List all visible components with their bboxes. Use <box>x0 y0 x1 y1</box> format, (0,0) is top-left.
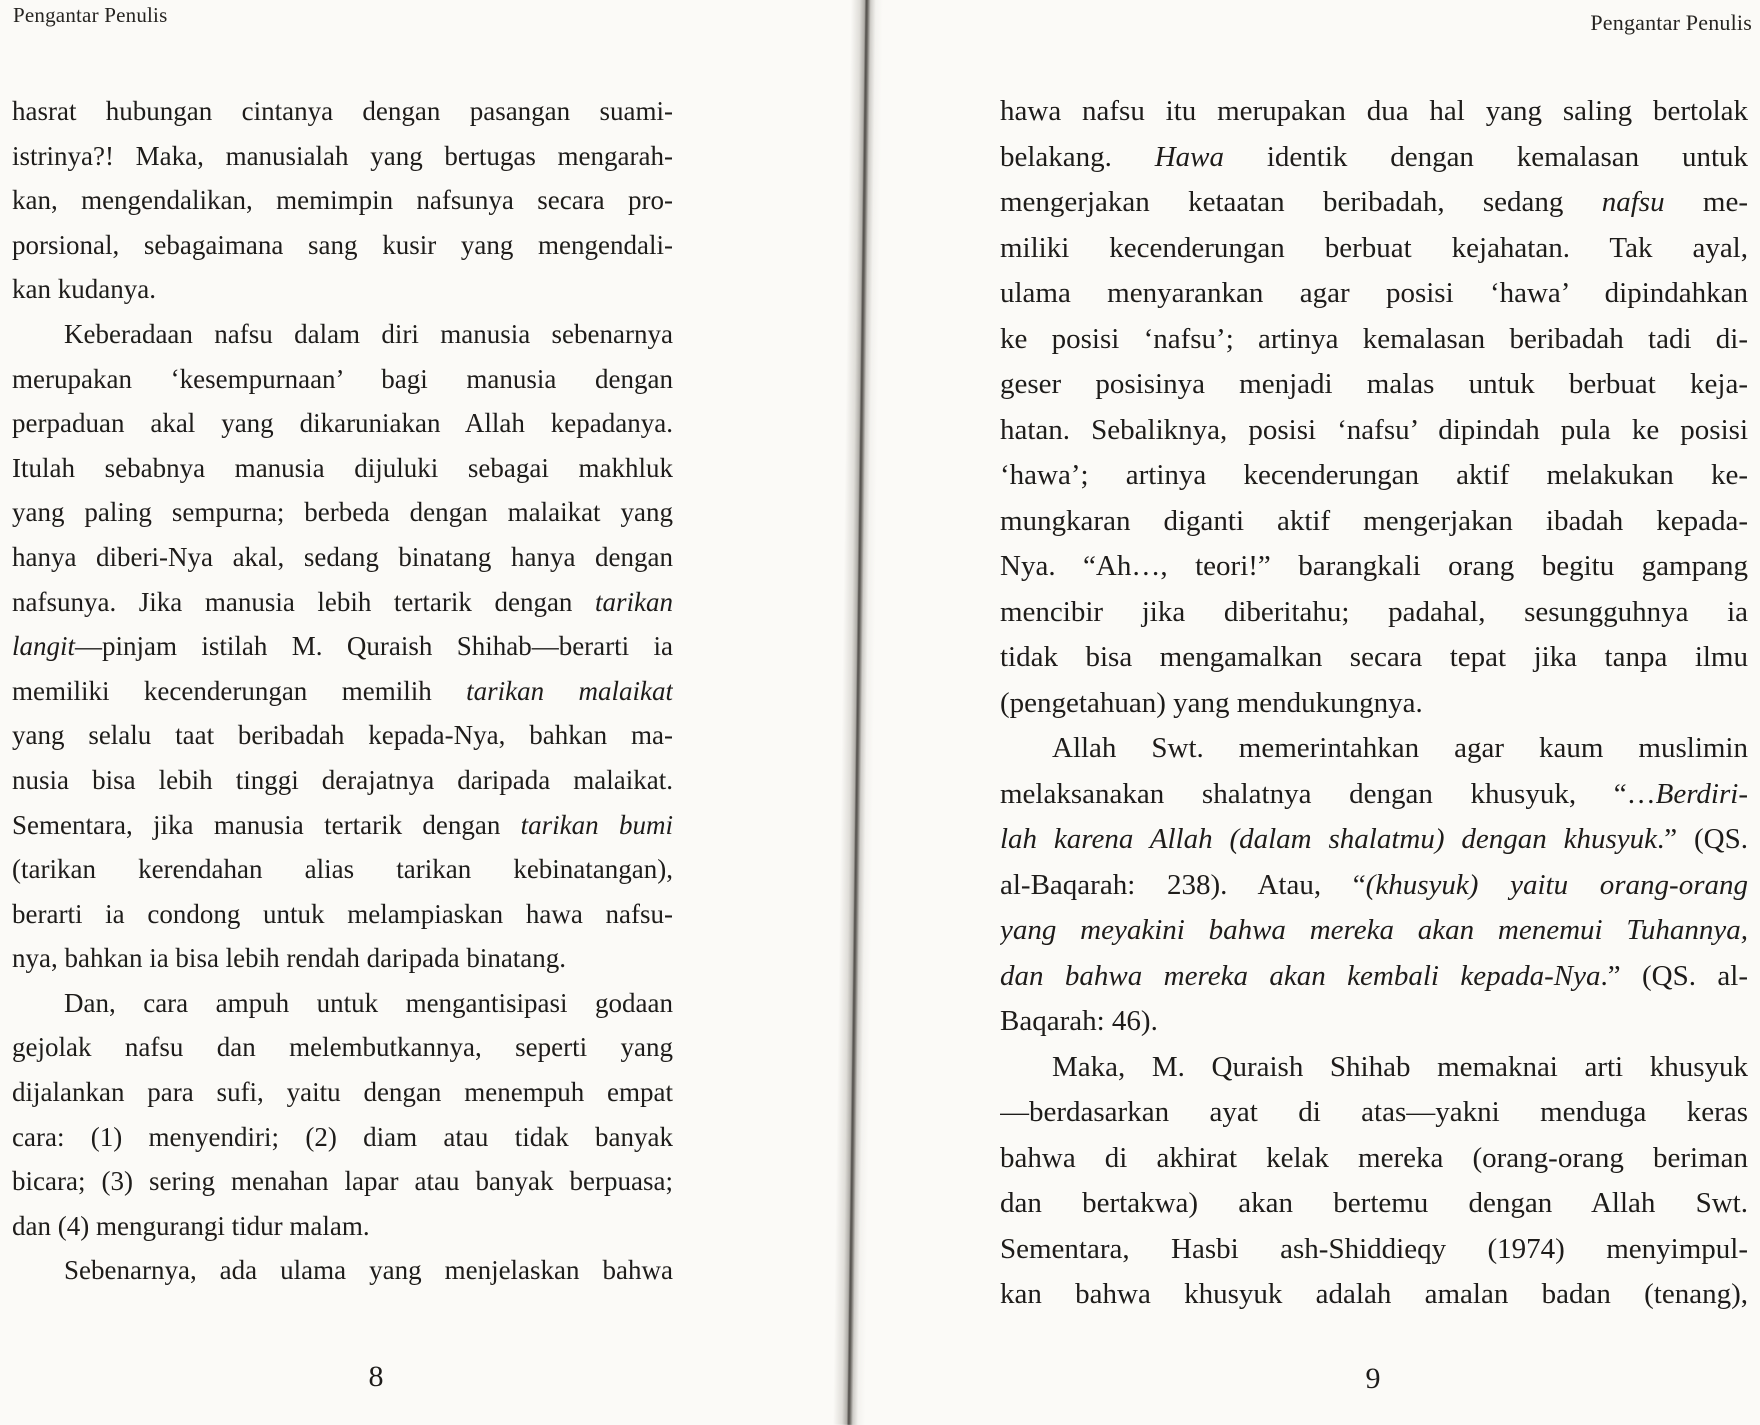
italic-text: langit <box>12 631 76 662</box>
text: kan bahwa khusyuk adalah amalan badan (tenang), <box>1000 1278 1748 1310</box>
text-line <box>1000 954 1748 1000</box>
text-line <box>1000 863 1748 909</box>
text: berarti ia condong untuk melampiaskan hawa nafsu- <box>12 898 673 929</box>
text: miliki kecenderungan berbuat kejahatan. Tak ayal, <box>1000 231 1748 264</box>
text-line <box>1000 1136 1748 1182</box>
text-line <box>12 847 673 892</box>
text-line <box>1000 772 1748 818</box>
italic-text: tarikan <box>595 586 673 617</box>
text-line <box>1000 1045 1748 1091</box>
text-line <box>1000 908 1748 954</box>
text: Allah Swt. memerintahkan agar kaum muslimin <box>1052 732 1748 764</box>
text: Itulah sebabnya manusia dijuluki sebagai makhluk <box>12 452 673 483</box>
text: Sementara, Hasbi ash-Shiddieqy (1974) menyimpul- <box>1000 1232 1748 1265</box>
text: nusia bisa lebih tinggi derajatnya daripada malaikat. <box>12 764 673 795</box>
text: tidak bisa mengamalkan secara tepat jika tanpa ilmu <box>1000 641 1748 673</box>
text: hawa nafsu itu merupakan dua hal yang saling bertolak <box>1000 95 1748 127</box>
text-line <box>12 178 673 223</box>
text: yang paling sempurna; berbeda dengan malaikat yang <box>12 497 673 528</box>
text-line <box>1000 89 1748 135</box>
text-line <box>12 669 673 714</box>
text: perpaduan akal yang dikaruniakan Allah kepadanya. <box>12 408 673 439</box>
text: .” (QS. <box>1657 823 1748 855</box>
running-header-right: Pengantar Penulis <box>1590 10 1752 35</box>
text: me- <box>1664 186 1748 218</box>
text-line <box>12 1115 673 1160</box>
text: —berdasarkan ayat di atas—yakni menduga keras <box>1000 1096 1748 1128</box>
text-line <box>1000 226 1748 272</box>
text: Maka, M. Quraish Shihab memaknai arti khusyuk <box>1052 1050 1748 1083</box>
text: porsional, sebagaimana sang kusir yang mengendali- <box>12 229 673 260</box>
text-line <box>12 580 673 625</box>
page-body-left <box>12 89 673 1293</box>
text-line <box>1000 726 1748 772</box>
italic-text: dan bahwa mereka akan kembali kepada-Nya <box>1000 959 1601 992</box>
text: dijalankan para sufi, yaitu dengan menempuh empat <box>12 1077 673 1108</box>
text: nya, bahkan ia bisa lebih rendah daripada binatang. <box>12 943 567 974</box>
text: yang selalu taat beribadah kepada-Nya, bahkan ma- <box>12 720 673 751</box>
italic-text: yang meyakini bahwa mereka akan menemui Tuhannya, <box>1000 914 1748 946</box>
page-right <box>880 0 1760 1410</box>
text: geser posisinya menjadi malas untuk berbuat keja- <box>1000 368 1748 400</box>
text: ulama menyarankan agar posisi ‘hawa’ dipindahkan <box>1000 277 1748 309</box>
text-line <box>1000 408 1748 454</box>
text-line <box>1000 1227 1748 1273</box>
text: cara: (1) menyendiri; (2) diam atau tidak banyak <box>12 1121 673 1152</box>
text: al-Baqarah: 238). Atau, “ <box>1000 868 1366 901</box>
text: melaksanakan shalatnya dengan khusyuk, “… <box>1000 777 1656 810</box>
text: kan kudanya. <box>12 274 156 305</box>
text-line <box>12 936 673 981</box>
text: dan bertakwa) akan bertemu dengan Allah Swt. <box>1000 1187 1748 1219</box>
text: —pinjam istilah M. Quraish Shihab—berarti ia <box>75 631 673 662</box>
text-line <box>12 401 673 446</box>
text-line <box>1000 362 1748 408</box>
text-line <box>12 312 673 357</box>
text: hatan. Sebaliknya, posisi ‘nafsu’ dipindah pula ke posisi <box>1000 413 1748 446</box>
text-line <box>1000 180 1748 226</box>
text-line <box>12 1070 673 1115</box>
running-header-left: Pengantar Penulis <box>13 3 168 27</box>
text: Nya. “Ah…, teori!” barangkali orang begitu gampang <box>1000 550 1748 582</box>
text-line <box>12 446 673 491</box>
italic-text: tarikan malaikat <box>466 675 673 706</box>
text: mengerjakan ketaatan beribadah, sedang <box>1000 186 1602 218</box>
text-line <box>1000 635 1748 681</box>
text: nafsunya. Jika manusia lebih tertarik dengan <box>12 586 595 617</box>
text-line <box>12 89 673 134</box>
text-line <box>12 357 673 402</box>
text: hasrat hubungan cintanya dengan pasangan suami- <box>12 96 673 126</box>
text-line <box>12 1025 673 1070</box>
text-line <box>12 1248 673 1293</box>
text: Sebenarnya, ada ulama yang menjelaskan bahwa <box>64 1255 673 1286</box>
text-line <box>1000 499 1748 545</box>
text-line <box>12 713 673 758</box>
text: Sementara, jika manusia tertarik dengan <box>12 809 521 840</box>
text: istrinya?! Maka, manusialah yang bertugas mengarah- <box>12 140 673 171</box>
text: .” (QS. al- <box>1600 959 1748 992</box>
text: Dan, cara ampuh untuk mengantisipasi godaan <box>64 987 673 1018</box>
text-line <box>1000 1272 1748 1318</box>
text-line <box>1000 135 1748 181</box>
text: ke posisi ‘nafsu’; artinya kemalasan beribadah tadi di- <box>1000 322 1748 355</box>
text: (pengetahuan) yang mendukungnya. <box>1000 686 1423 719</box>
page-number-right: 9 <box>1365 1362 1381 1395</box>
text: ‘hawa’; artinya kecenderungan aktif melakukan ke- <box>1000 459 1748 491</box>
text-line <box>12 267 673 312</box>
text: Baqarah: 46). <box>1000 1005 1158 1037</box>
page-left <box>0 0 880 1410</box>
text-line <box>12 803 673 848</box>
italic-text: (khusyuk) yaitu orang-orang <box>1365 868 1748 901</box>
text: gejolak nafsu dan melembutkannya, seperti yang <box>12 1032 673 1063</box>
text-line <box>1000 271 1748 317</box>
text-line <box>12 223 673 268</box>
text-line <box>1000 590 1748 636</box>
text: hanya diberi-Nya akal, sedang binatang hanya dengan <box>12 541 673 572</box>
text-line <box>1000 817 1748 863</box>
text-line <box>1000 544 1748 590</box>
text-line <box>1000 681 1748 727</box>
italic-text: nafsu <box>1601 186 1665 218</box>
text: (tarikan kerendahan alias tarikan kebinatangan), <box>12 854 673 885</box>
text-line <box>1000 1090 1748 1136</box>
text: merupakan ‘kesempurnaan’ bagi manusia dengan <box>12 363 673 394</box>
text-line <box>1000 999 1748 1045</box>
page-number-left: 8 <box>368 1360 384 1393</box>
text: kan, mengendalikan, memimpin nafsunya secara pro- <box>12 185 673 216</box>
text-line <box>12 758 673 803</box>
text: memiliki kecenderungan memilih <box>12 675 467 706</box>
text: mencibir jika diberitahu; padahal, sesungguhnya ia <box>1000 595 1748 628</box>
italic-text: tarikan bumi <box>520 809 673 840</box>
text-line <box>12 490 673 535</box>
text-line <box>12 892 673 937</box>
text-line <box>12 535 673 580</box>
italic-text: lah karena Allah (dalam shalatmu) dengan khusyuk <box>1000 823 1658 855</box>
text-line <box>12 981 673 1026</box>
text: mungkaran diganti aktif mengerjakan ibadah kepada- <box>1000 504 1748 537</box>
text: identik dengan kemalasan untuk <box>1224 140 1748 173</box>
page-body-right <box>1000 89 1748 1318</box>
text-line <box>1000 317 1748 363</box>
text-line <box>12 1204 673 1249</box>
text: belakang. <box>1000 140 1155 173</box>
text-line <box>12 134 673 179</box>
text-line <box>12 624 673 669</box>
text-line <box>1000 453 1748 499</box>
text-line <box>1000 1181 1748 1227</box>
text-line <box>12 1159 673 1204</box>
text: bahwa di akhirat kelak mereka (orang-orang beriman <box>1000 1141 1748 1174</box>
italic-text: Berdiri- <box>1655 777 1748 810</box>
text: Keberadaan nafsu dalam diri manusia sebenarnya <box>64 318 673 349</box>
text: bicara; (3) sering menahan lapar atau banyak berpuasa; <box>12 1166 673 1197</box>
italic-text: Hawa <box>1154 140 1225 173</box>
text: dan (4) mengurangi tidur malam. <box>12 1210 370 1241</box>
